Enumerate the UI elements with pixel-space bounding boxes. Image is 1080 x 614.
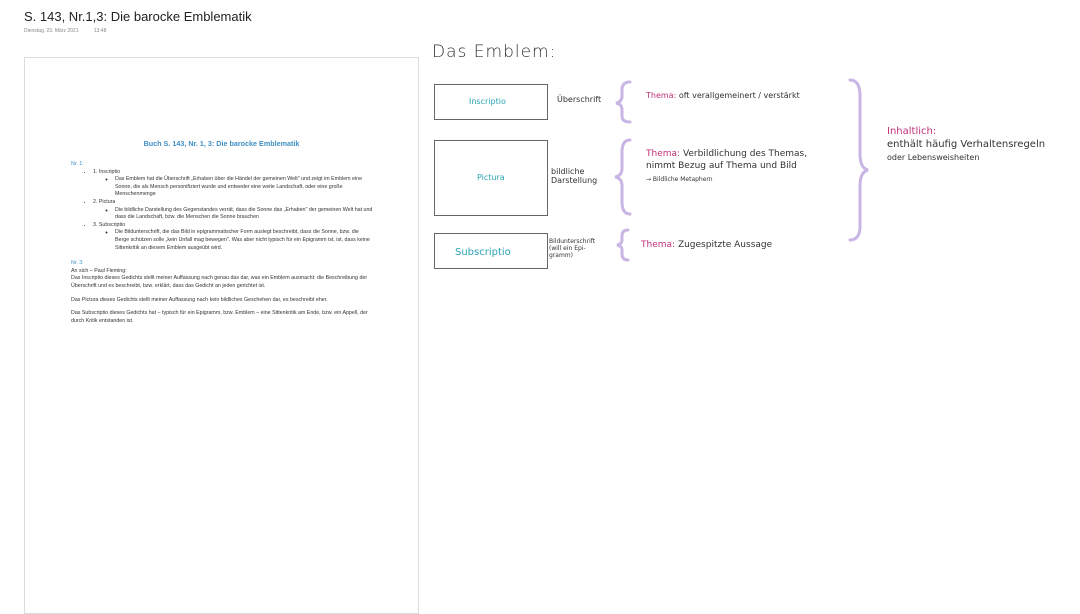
thema-subscriptio: Thema: Zugespitzte Aussage xyxy=(641,240,773,250)
thema-pictura: Thema: Verbildlichung des Themas, nimmt Bezug auf Thema und Bild → Bildliche Metaphern xyxy=(646,149,808,183)
bildliche-note: bildliche Darstellung xyxy=(551,167,598,185)
document-body xyxy=(71,161,373,331)
document-heading: Buch S. 143, Nr. 1, 3: Die barocke Emblematik xyxy=(143,139,300,148)
paragraph: Das Subscriptio dieses Gedichts hat – typisch für ein Epigramm, bzw. Emblem – eine Sittenkritik am Ende, bzw. ein Appell, der durch Kritik entstanden ist. xyxy=(71,310,368,324)
inscriptio-label: Inscriptio xyxy=(469,97,506,106)
item-list xyxy=(71,169,373,253)
pictura-box xyxy=(434,140,548,216)
inscriptio-box xyxy=(434,84,548,120)
inhalt-note: Inhaltlich: enthält häufig Verhaltensregeln oder Lebensweisheiten xyxy=(887,126,1046,162)
subscriptio-label: Subscriptio xyxy=(455,247,511,258)
paragraph: Das Inscriptio dieses Gedichts stellt meiner Auffassung nach genau das dar, was ein Emblem ausmacht: die Beschreibung der Überschrift und es beschreibt, bzw. erklärt, dass das Gedicht an jeden gerichtet ist. xyxy=(71,275,368,289)
page-date: Dienstag, 23. März 2021 xyxy=(24,28,79,34)
subscriptio-box xyxy=(434,233,548,269)
embedded-document[interactable] xyxy=(24,57,419,614)
brace-large xyxy=(850,80,868,240)
list-item: • 2. Pictura ◦ Die bildliche Darstellung des Gegenstandes verrät, dass die Sonne das „Erhaben" der gemeinen Welt hat und dass die Landschaft, bzw. die Menschen die Sonne brauchen xyxy=(93,199,373,222)
list-subitem: ◦ Die bildliche Darstellung des Gegenstandes verrät, dass die Sonne das „Erhaben" der gemeinen Welt hat und dass die Landschaft, bzw. die Menschen die Sonne brauchen xyxy=(115,207,373,222)
nr3-label: Nr. 3: xyxy=(71,260,84,267)
brace-inscriptio xyxy=(616,82,630,122)
page-title: S. 143, Nr.1,3: Die barocke Emblematik xyxy=(24,9,252,24)
list-item: • 1. Inscriptio ◦ Das Emblem hat die Überschrift „Erhaben über die Händel der gemeinen Welt" und zeigt im Emblem eine Sonne, die als Mensch personifiziert wurde und entweder eine weite Landschaft, oder eine große Menschenmenge xyxy=(93,169,373,199)
page-meta xyxy=(24,28,120,34)
ueberschrift-note: Überschrift xyxy=(557,95,602,104)
list-item: • 3. Subscriptio ◦ Die Bildunterschrift, die das Bild in epigrammatischer Form auslegt beschreibt, dass die Sonne, bzw. die Berge schützen solle „kein Unfall mag bewegen". Was aber nicht typisch für ein Epigramm ist, ist, dass keine Sittenkritik an diesem Emblem ausgeübt wird. xyxy=(93,222,373,252)
nr1-label: Nr. 1: xyxy=(71,161,84,167)
paragraph: Das Pictura dieses Gedichts stellt meiner Auffassung nach kein bildliches Geschehen dar, es beschreibt eher. xyxy=(71,296,328,303)
list-subitem: ◦ Das Emblem hat die Überschrift „Erhaben über die Händel der gemeinen Welt" und zeigt im Emblem eine Sonne, die als Mensch personifiziert wurde und entweder eine weite Landschaft, oder eine große Menschenmenge xyxy=(115,176,373,199)
brace-subscriptio xyxy=(617,230,628,260)
pictura-label: Pictura xyxy=(477,173,505,182)
brace-group xyxy=(612,76,642,281)
brace-pictura xyxy=(615,140,630,214)
nr3-subtitle: An sich – Paul Fleming: xyxy=(71,267,127,274)
emblem-heading: Das Emblem: xyxy=(432,42,557,62)
bildunterschrift-note: Bildunterschrift (will ein Epi- gramm) xyxy=(549,238,596,259)
thema-inscriptio: Thema: oft verallgemeinert / verstärkt xyxy=(646,91,800,100)
brace-inhalt xyxy=(846,76,876,246)
list-subitem: ◦ Die Bildunterschrift, die das Bild in epigrammatischer Form auslegt beschreibt, dass die Sonne, bzw. die Berge schützen solle „kein Unfall mag bewegen". Was aber nicht typisch für ein Epigramm ist, ist, dass keine Sittenkritik an diesem Emblem ausgeübt wird. xyxy=(115,229,373,252)
page-time: 13:48 xyxy=(93,28,107,34)
